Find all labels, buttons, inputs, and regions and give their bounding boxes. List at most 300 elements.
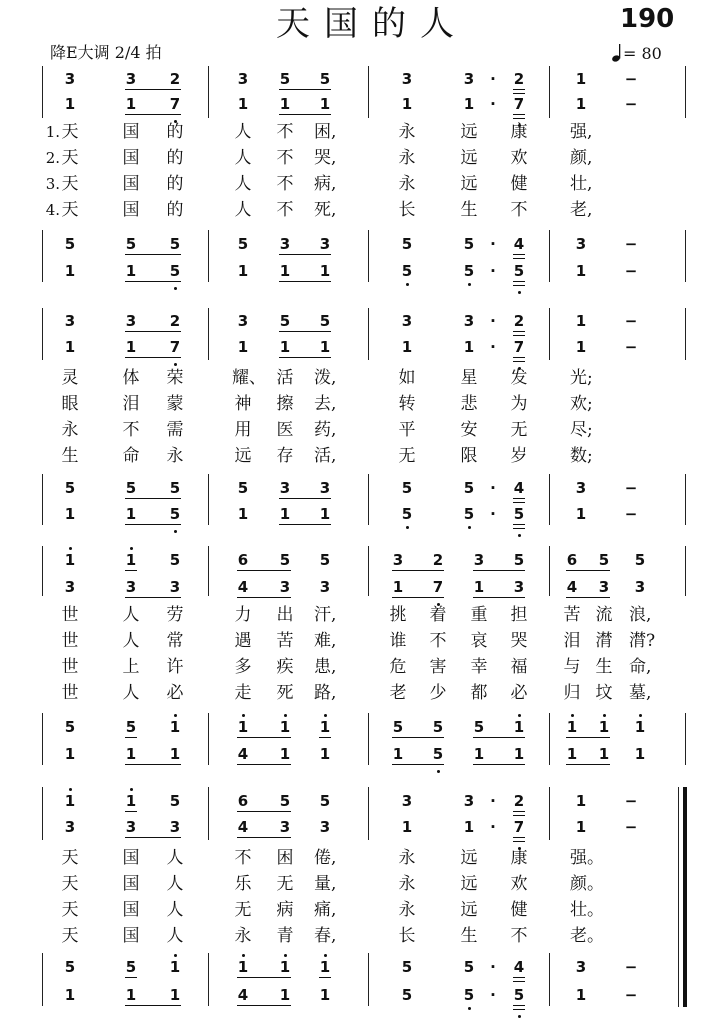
eighth-beam [513,841,525,842]
note: 3 [401,312,413,330]
note: 3 [319,235,331,253]
octave-dot [518,714,521,717]
eighth-beam [513,815,525,816]
note: 3 [237,70,249,88]
lyric-syllable: 康 [510,122,528,142]
eighth-beam [125,114,181,115]
note: 5 [401,479,413,497]
note: 6 [566,551,578,569]
lyric-syllable: 活, [314,446,337,466]
note: 1 [463,338,475,356]
lyric-syllable: 春, [314,926,337,946]
lyric-syllable: 国 [122,148,140,168]
eighth-beam [513,811,525,812]
note: 1 [575,262,587,280]
lyric-syllable: 哭, [314,148,337,168]
lyric-syllable: 坟 [595,683,613,703]
note: − [624,818,638,836]
note: 1 [125,745,137,763]
lyric-syllable: 浪, [629,605,652,625]
lyric-syllable: 遇 [234,631,252,651]
note: − [624,986,638,1004]
note: · [490,262,496,280]
eighth-beam [566,737,610,738]
note: 5 [401,505,413,523]
lyric-syllable: 医 [276,420,294,440]
lyric-syllable: 量, [314,874,337,894]
note: 1 [473,745,485,763]
note: 5 [634,551,646,569]
note: 1 [575,818,587,836]
note: 3 [279,818,291,836]
lyric-syllable: 疾 [276,657,294,677]
note: 5 [392,718,404,736]
note: − [624,479,638,497]
note: 1 [319,338,331,356]
barline [549,308,550,360]
note: 3 [634,578,646,596]
lyric-syllable: 天 [61,200,79,220]
note: 5 [598,551,610,569]
lyric-syllable: 人 [122,683,140,703]
octave-dot [468,1007,471,1010]
barline [42,66,43,118]
note: 1 [279,745,291,763]
barline [549,713,550,765]
eighth-beam [513,281,525,282]
note: 1 [598,718,610,736]
lyric-syllable: 远 [234,446,252,466]
note: 5 [279,792,291,810]
eighth-beam [566,597,610,598]
lyric-syllable: 老, [570,200,593,220]
lyric-syllable: 归 [563,683,581,703]
note: 2 [513,792,525,810]
lyric-syllable: 无 [234,900,252,920]
lyric-syllable: 的 [166,148,184,168]
lyric-syllable: 死, [314,200,337,220]
lyric-syllable: 哀 [470,631,488,651]
octave-dot [639,714,642,717]
lyric-syllable: 永 [166,446,184,466]
lyric-syllable: 走 [234,683,252,703]
eighth-beam [513,837,525,838]
note: 1 [64,551,76,569]
note: 5 [319,551,331,569]
octave-dot [468,526,471,529]
note: 3 [513,578,525,596]
note: 6 [237,792,249,810]
note: 3 [279,235,291,253]
hymn-title: 天国的人 [276,4,468,44]
barline [368,230,369,282]
lyric-syllable: 永 [234,926,252,946]
note: 5 [513,986,525,1004]
note: 1 [575,986,587,1004]
eighth-beam [279,524,331,525]
note: 5 [401,986,413,1004]
note: · [490,792,496,810]
note: 1 [575,505,587,523]
note: 1 [64,986,76,1004]
lyric-syllable: 困 [276,848,294,868]
note: 4 [513,235,525,253]
note: 5 [237,479,249,497]
octave-dot [130,547,133,550]
note: · [490,312,496,330]
note: 5 [64,479,76,497]
eighth-beam [237,764,291,765]
lyric-syllable: 永 [61,420,79,440]
note: 1 [64,505,76,523]
lyric-syllable: 欢; [570,394,593,414]
lyric-syllable: 泪 [563,631,581,651]
lyric-syllable: 天 [61,848,79,868]
octave-dot [130,788,133,791]
octave-dot [174,363,177,366]
lyric-syllable: 常 [166,631,184,651]
lyric-syllable: 康 [510,848,528,868]
note: − [624,70,638,88]
eighth-beam [125,597,181,598]
lyric-syllable: 转 [398,394,416,414]
lyric-syllable: 害 [429,657,447,677]
lyric-syllable: 永 [398,848,416,868]
lyric-syllable: 不 [276,122,294,142]
note: 1 [125,262,137,280]
note: 1 [598,745,610,763]
lyric-syllable: 世 [61,631,79,651]
note: 1 [279,95,291,113]
lyric-syllable: 限 [460,446,478,466]
note: 1 [575,312,587,330]
lyric-syllable: 困, [314,122,337,142]
lyric-syllable: 人 [166,900,184,920]
octave-dot [174,530,177,533]
barline [549,66,550,118]
eighth-beam [237,811,291,812]
lyric-syllable: 许 [166,657,184,677]
barline [208,546,209,596]
note: 5 [401,262,413,280]
octave-dot [406,283,409,286]
note: 1 [513,745,525,763]
note: 1 [279,986,291,1004]
lyric-syllable: 眼 [61,394,79,414]
note: · [490,479,496,497]
lyric-syllable: 国 [122,900,140,920]
lyric-syllable: 星 [460,368,478,388]
note: 5 [463,986,475,1004]
eighth-beam [513,254,525,255]
lyric-syllable: 岁 [510,446,528,466]
lyric-syllable: 流 [595,605,613,625]
octave-dot [242,954,245,957]
lyric-syllable: 世 [61,605,79,625]
octave-dot [437,770,440,773]
eighth-beam [237,1005,291,1006]
eighth-beam [125,737,137,738]
lyric-syllable: 神 [234,394,252,414]
eighth-beam [125,1005,181,1006]
eighth-beam [513,89,525,90]
eighth-beam [279,89,331,90]
note: 4 [513,479,525,497]
note: 1 [575,95,587,113]
note: 1 [237,262,249,280]
barline [368,546,369,596]
lyric-syllable: 天 [61,174,79,194]
note: 1 [125,505,137,523]
note: 2 [169,312,181,330]
barline [208,66,209,118]
note: 1 [279,958,291,976]
note: 7 [432,578,444,596]
lyric-syllable: 壮。 [570,900,604,920]
note: 5 [64,235,76,253]
note: 5 [125,718,137,736]
lyric-syllable: 少 [429,683,447,703]
note: 3 [64,312,76,330]
eighth-beam [392,597,444,598]
eighth-beam [392,764,444,765]
note: · [490,70,496,88]
lyric-syllable: 不 [276,148,294,168]
lyric-syllable: 病, [314,174,337,194]
lyric-syllable: 力 [234,605,252,625]
note: − [624,95,638,113]
note: 3 [319,818,331,836]
note: 1 [237,958,249,976]
note: 1 [401,338,413,356]
note: 5 [513,505,525,523]
lyric-syllable: 路, [314,683,337,703]
lyric-syllable: 颜, [570,148,593,168]
note: − [624,958,638,976]
note: 3 [575,479,587,497]
note: 5 [513,551,525,569]
lyric-syllable: 需 [166,420,184,440]
note: 7 [513,818,525,836]
lyric-syllable: 颜。 [570,874,604,894]
verse-number: 4. [45,201,60,219]
octave-dot [174,954,177,957]
octave-dot [603,714,606,717]
note: 1 [169,745,181,763]
lyric-syllable: 苦 [563,605,581,625]
barline [208,230,209,282]
lyric-syllable: 光; [570,368,593,388]
note: · [490,958,496,976]
verse-number: 2. [45,149,60,167]
lyric-syllable: 远 [460,174,478,194]
lyric-syllable: 不 [234,848,252,868]
lyric-syllable: 平 [398,420,416,440]
lyric-syllable: 国 [122,200,140,220]
lyric-syllable: 远 [460,848,478,868]
lyric-syllable: 远 [460,900,478,920]
note: · [490,505,496,523]
eighth-beam [279,254,331,255]
note: 5 [473,718,485,736]
lyric-syllable: 荣 [166,368,184,388]
barline [42,308,43,360]
lyric-syllable: 的 [166,122,184,142]
lyric-syllable: 药, [314,420,337,440]
lyric-syllable: 人 [122,631,140,651]
lyric-syllable: 人 [234,148,252,168]
note: 1 [319,505,331,523]
lyric-syllable: 长 [398,926,416,946]
note: 5 [463,235,475,253]
lyric-syllable: 患, [314,657,337,677]
lyric-syllable: 命, [629,657,652,677]
note: 5 [401,235,413,253]
note: 7 [513,338,525,356]
barline [42,787,43,840]
octave-dot [69,788,72,791]
hymn-number: 190 [620,4,675,34]
note: 5 [401,958,413,976]
lyric-syllable: 幸 [470,657,488,677]
barline [368,953,369,1006]
lyric-syllable: 灵 [61,368,79,388]
note: 2 [513,70,525,88]
barline [42,546,43,596]
note: 6 [237,551,249,569]
lyric-syllable: 强。 [570,848,604,868]
lyric-syllable: 生 [61,446,79,466]
note: · [490,95,496,113]
eighth-beam [125,357,181,358]
lyric-syllable: 生 [595,657,613,677]
lyric-syllable: 天 [61,900,79,920]
lyric-syllable: 国 [122,174,140,194]
note: 1 [566,718,578,736]
note: 3 [279,479,291,497]
eighth-beam [279,281,331,282]
barline [368,66,369,118]
note: 3 [279,578,291,596]
tempo-value: = 80 [623,44,662,63]
note: 1 [634,745,646,763]
lyric-syllable: 擦 [276,394,294,414]
octave-dot [324,954,327,957]
note: 3 [319,479,331,497]
lyric-syllable: 国 [122,926,140,946]
lyric-syllable: 担 [510,605,528,625]
barline [208,953,209,1006]
lyric-syllable: 必 [166,683,184,703]
lyric-syllable: 生 [460,926,478,946]
note: 5 [432,718,444,736]
note: 1 [463,818,475,836]
lyric-syllable: 壮, [570,174,593,194]
octave-dot [324,714,327,717]
note: 1 [319,95,331,113]
note: 4 [237,578,249,596]
lyric-syllable: 福 [510,657,528,677]
lyric-syllable: 出 [276,605,294,625]
eighth-beam [125,331,181,332]
note: 3 [64,818,76,836]
note: 1 [319,986,331,1004]
eighth-beam [513,502,525,503]
barline [208,474,209,525]
note: 1 [575,70,587,88]
lyric-syllable: 耀、 [232,368,266,388]
octave-dot [174,287,177,290]
barline [549,787,550,840]
note: 5 [169,262,181,280]
lyric-syllable: 人 [166,926,184,946]
note: 5 [319,312,331,330]
note: 1 [279,262,291,280]
eighth-beam [513,977,525,978]
eighth-beam [513,258,525,259]
note: 5 [463,479,475,497]
lyric-syllable: 远 [460,122,478,142]
lyric-syllable: 数; [570,446,593,466]
final-barline-thin [678,787,679,1007]
lyric-syllable: 不 [510,926,528,946]
eighth-beam [279,331,331,332]
lyric-syllable: 不 [276,200,294,220]
eighth-beam [125,254,181,255]
eighth-beam [513,524,525,525]
lyric-syllable: 无 [276,874,294,894]
note: 3 [169,578,181,596]
note: 5 [169,792,181,810]
note: 1 [64,262,76,280]
note: 3 [237,312,249,330]
eighth-beam [125,977,137,978]
eighth-beam [513,361,525,362]
note: 5 [125,235,137,253]
note: 1 [125,986,137,1004]
note: 1 [392,578,404,596]
lyric-syllable: 苦 [276,631,294,651]
lyric-syllable: 悲 [460,394,478,414]
note: 3 [319,578,331,596]
barline [208,308,209,360]
eighth-beam [566,570,610,571]
lyric-syllable: 无 [510,420,528,440]
note: 3 [473,551,485,569]
eighth-beam [513,331,525,332]
lyric-syllable: 人 [166,848,184,868]
eighth-beam [513,498,525,499]
note: 3 [169,818,181,836]
note: 1 [463,95,475,113]
barline [368,787,369,840]
barline [685,230,686,282]
note: 2 [513,312,525,330]
lyric-syllable: 体 [122,368,140,388]
eighth-beam [125,498,181,499]
lyric-syllable: 着 [429,605,447,625]
lyric-syllable: 活 [276,368,294,388]
note: · [490,986,496,1004]
eighth-beam [513,114,525,115]
lyric-syllable: 用 [234,420,252,440]
barline [42,474,43,525]
lyric-syllable: 老。 [570,926,604,946]
lyric-syllable: 乐 [234,874,252,894]
eighth-beam [513,93,525,94]
lyric-syllable: 存 [276,446,294,466]
eighth-beam [125,837,181,838]
